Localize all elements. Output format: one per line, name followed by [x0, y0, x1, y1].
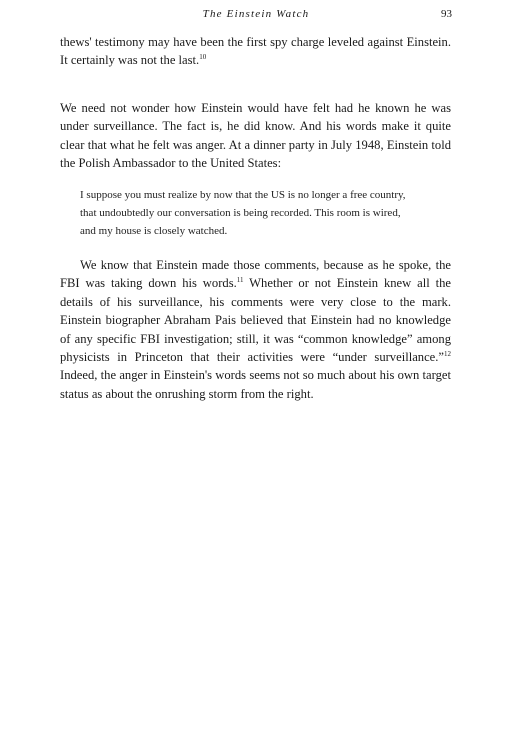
- paragraph-1-text: thews' testimony may have been the first spy charge leveled against Einstein. It certainly was not the last.: [60, 35, 451, 68]
- block-quote-line-1: I suppose you must realize by now that the US is no longer a free country,: [80, 189, 406, 201]
- paragraph-3-text-a: We know that Einstein made those comments, because as he spoke, the FBI was taking down his words.: [60, 258, 451, 291]
- block-quote: [80, 186, 430, 240]
- footnote-marker-12: 12: [444, 349, 451, 358]
- footnote-marker-10: 10: [199, 53, 207, 62]
- footnote-marker-11: 11: [236, 276, 244, 285]
- running-head-title: The Einstein Watch: [202, 8, 310, 20]
- paragraph-3-text-c: Indeed, the anger in Einstein's words seems not so much about his own target status as about the onrushing storm from the right.: [60, 368, 451, 401]
- paragraph-3: [60, 256, 451, 403]
- paragraph-1: [60, 33, 451, 70]
- paragraph-2: We need not wonder how Einstein would have felt had he known he was under surveillance. The fact is, he did know. And his words make it quite clear that what he felt was anger. At a dinner party in July 1948, Einstein told the Polish Ambassador to the United States:: [60, 101, 451, 171]
- page-number: 93: [441, 8, 452, 20]
- running-head: [60, 7, 452, 21]
- block-quote-line-3: and my house is closely watched.: [80, 225, 228, 237]
- paragraph-3-text-b: Whether or not Einstein knew all the details of his surveillance, his comments were very close to the mark. Einstein biographer Abraham Pais believed that Einstein had no knowledge of any specific FBI investigation; still, it was “common knowledge” among physicists in Princeton that their activities were “under surveillance.”: [60, 276, 451, 365]
- block-quote-line-2: that undoubtedly our conversation is being recorded. This room is wired,: [80, 207, 401, 219]
